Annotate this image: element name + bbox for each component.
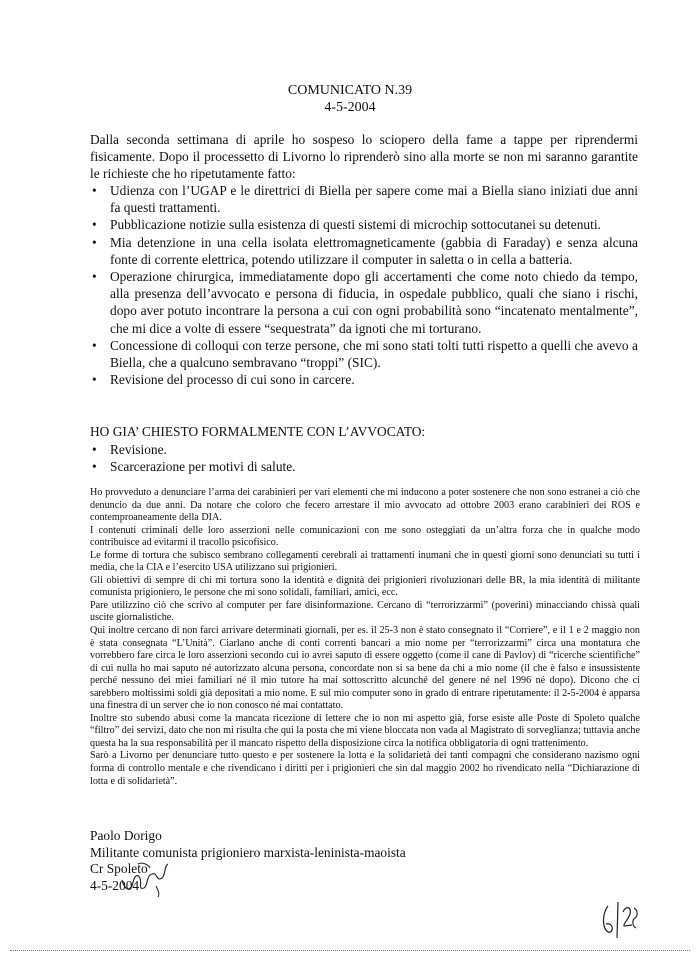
list-item: • Scarcerazione per motivi di salute. [90, 458, 638, 475]
formal-requests-list [90, 441, 638, 475]
signature-role: Militante comunista prigioniero marxista-leninista-maoista [90, 844, 406, 860]
list-item: • Concessione di colloqui con terze persone, che mi sono stati tolti tutti rispetto a quelli che avevo a Biella, che a qualcuno sembravano “troppi” (SIC). [90, 337, 638, 371]
list-item: • Revisione. [90, 441, 638, 458]
section-heading: HO GIA’ CHIESTO FORMALMENTE CON L’AVVOCATO: [90, 424, 426, 439]
handwritten-page-number [598, 898, 640, 940]
list-item: • Revisione del processo di cui sono in carcere. [90, 371, 638, 388]
document-date: 4-5-2004 [324, 100, 376, 115]
list-item: • Pubblicazione notizie sulla esistenza di questi sistemi di microchip sottocutanei su detenuti. [90, 216, 638, 233]
signature-date: 4-5-2004 [90, 877, 140, 893]
body-paragraph: Qui inoltre cercano di non farci arrivare determinati giornali, per es. il 25-3 non è stato consegnato il “Corriere”, e il 1 e 2 maggio non è stata consegnata “L’Unità”. Ciarlano anche di conti correnti bancari a mio nome per “terrorizzarmi” circa una montatura che vorrebbero fare circa le loro asserzioni secondo cui io avrei saputo di essere oggetto (come il cane di Pavlov) di “ricerche scientifiche” di cui nulla ho mai saputo né autorizzato alcuna persona, concordate non si sa bene da chi a mio nome (il che è falso e insussistente perché nessuno dei miei familiari né il mio tutore ha mai sottoscritto alcunché del genere né nel 1996 né dopo). Dicono che ci sarebbero moltissimi soldi già depositati a mio nome. E sul mio computer sono in grado di entrare ripetutamente: il 2-5-2004 è apparsa una finestra di un server che io non conosco né mai contattato. [90, 625, 640, 712]
requests-list [90, 182, 638, 388]
body-paragraph: Ho provveduto a denunciare l’arma dei carabinieri per vari elementi che mi inducono a poter sostenere che non sono estranei a ciò che denuncio da due anni. Da notare che coloro che fecero arrestare il mio avvocato ad ottobre 2003 erano carabinieri dei ROS e contemproaneamente della DIA. [90, 487, 640, 524]
body-text [90, 487, 640, 788]
intro-paragraph: Dalla seconda settimana di aprile ho sospeso lo sciopero della fame a tappe per riprendermi fisicamente. Dopo il processetto di Livorno lo riprenderò sino alla morte se non mi saranno garantite le richieste che ho ripetutamente fatto: [90, 132, 638, 182]
body-paragraph: I contenuti criminali delle loro asserzioni nelle comunicazioni con me sono osteggiati da un’altra forza che in qualche modo contribuisce ad evitarmi il tracollo psicofisico. [90, 524, 640, 549]
signature-name: Paolo Dorigo [90, 828, 162, 843]
signature-place: Cr Spoleto [90, 861, 148, 876]
list-item: • Udienza con l’UGAP e le direttrici di Biella per sapere come mai a Biella siano iniziati due anni fa questi trattamenti. [90, 182, 638, 216]
body-paragraph: Le forme di tortura che subisco sembrano collegamenti cerebrali ai trattamenti inumani che in questi giorni sono denunciati su tutti i media, che la CIA e l’esercito USA utilizzano sui prigionieri. [90, 549, 640, 574]
body-paragraph: Inoltre sto subendo abusi come la mancata ricezione di lettere che io non mi aspetto già, forse esiste alle Poste di Spoleto qualche “filtro” dei servizi, dato che non mi risulta che qui la posta che mi viene bloccata non vada al Magistrato di sorveglianza; tuttavia anche questa ha la sua responsabilità per il mancato rispetto della disposizione circa la notifica obbligatoria di ogni trattenimento. [90, 712, 640, 749]
body-paragraph: Pare utilizzino ciò che scrivo al computer per fare disinformazione. Cercano di “terrorizzarmi” (poverini) minacciando chissà quali uscite giornalistiche. [90, 599, 640, 624]
list-item: • Mia detenzione in una cella isolata elettromagneticamente (gabbia di Faraday) e senza alcuna fonte di corrente elettrica, potendo utilizzare il computer in saletta o in cella a batteria. [90, 234, 638, 268]
body-paragraph: Gli obiettivi di sempre di chi mi tortura sono la identità e dignità dei prigionieri rivoluzionari delle BR, la mia identità di militante comunista prigioniero, le persone che mi sono solidali, familiari, amici, ecc. [90, 574, 640, 599]
body-paragraph: Sarò a Livorno per denunciare tutto questo e per sostenere la lotta e la solidarietà dei tanti compagni che considerano nazismo ogni forma di controllo mentale e che rivendicano i diritti per i prigionieri che sin dal maggio 2002 ho rivendicato nella “Dichiarazione di lotta e di solidarietà”. [90, 750, 640, 787]
handwritten-signature [118, 858, 172, 898]
document-title: COMUNICATO N.39 [287, 83, 413, 98]
page-edge-divider [10, 950, 690, 951]
list-item: • Operazione chirurgica, immediatamente dopo gli accertamenti che come noto chiedo da tempo, alla presenza dell’avvocato e persona di fiducia, in ospedale pubblico, quali che siano i rischi, dopo aver potuto incontrare la persona a cui con ogni probabilità sono “incatenato mentalmente”, che mi dice a volte di essere “sequestrata” da ignoti che mi torturano. [90, 268, 638, 337]
